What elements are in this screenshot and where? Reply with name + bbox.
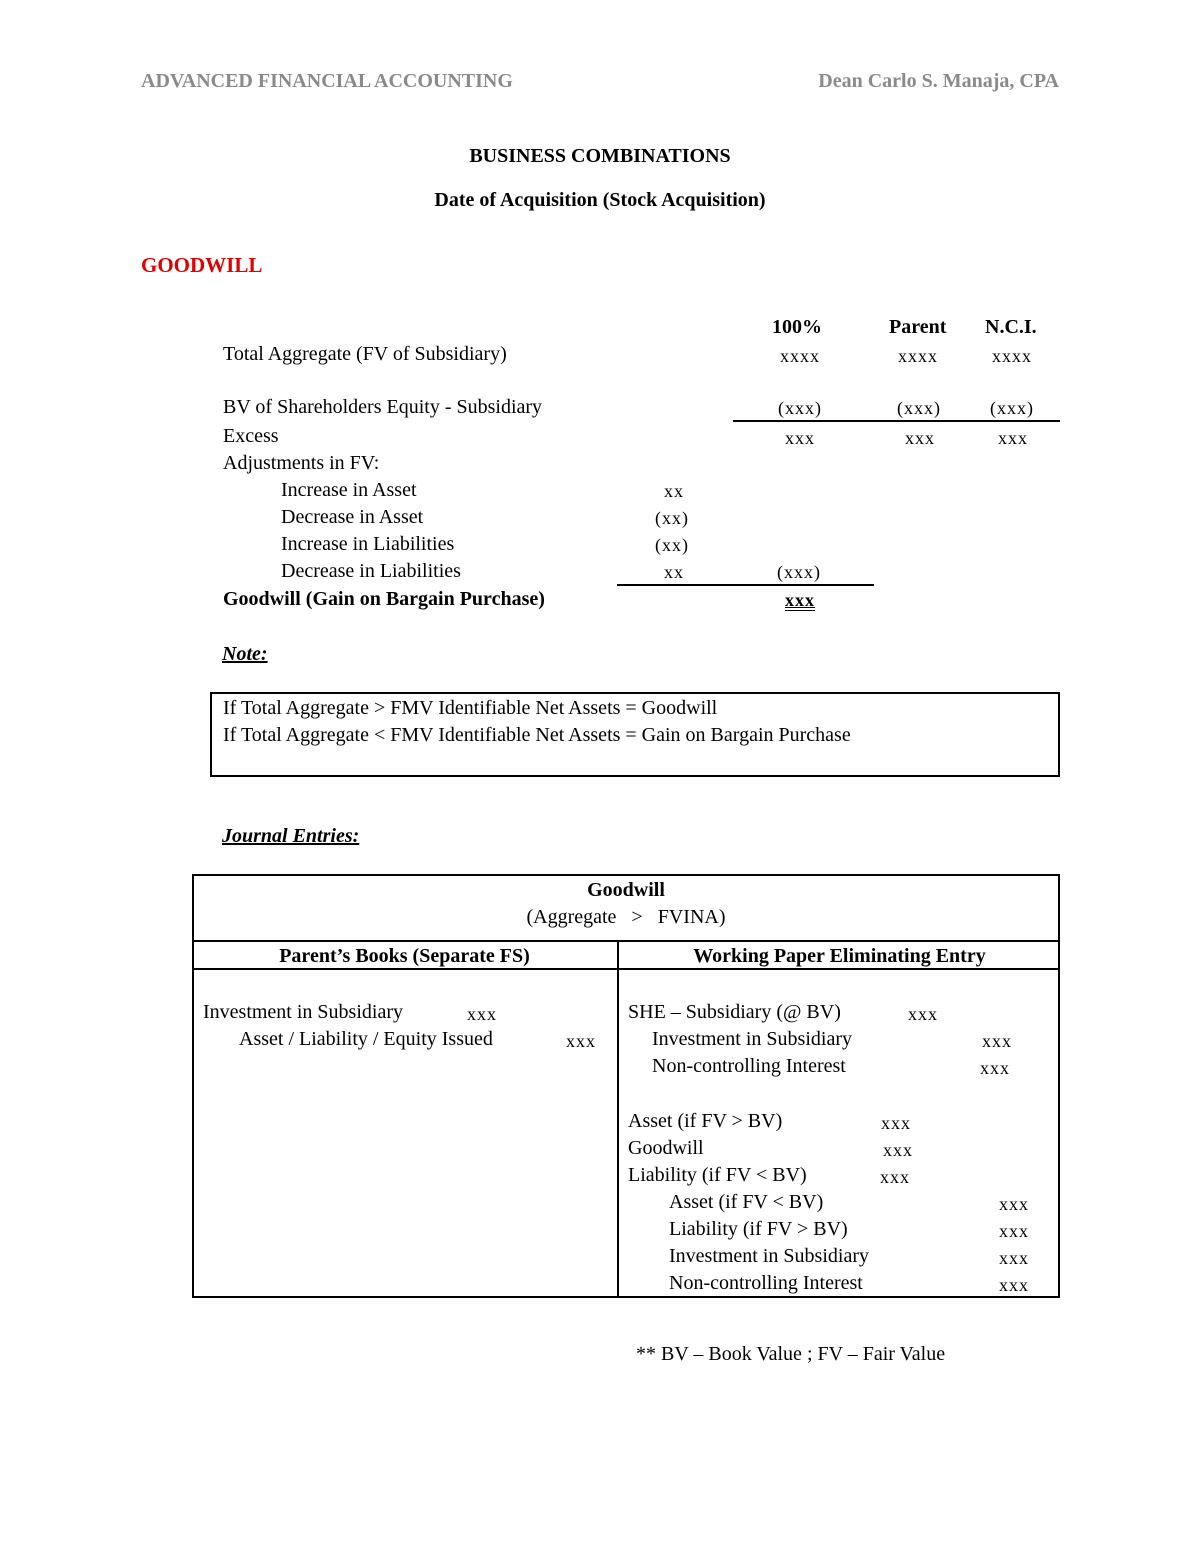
header-course-title: ADVANCED FINANCIAL ACCOUNTING: [141, 70, 513, 92]
journal-table-rule: [192, 940, 1060, 942]
value-goodwill: xxx: [785, 590, 815, 610]
row-label-adjustments: Adjustments in FV:: [223, 452, 380, 474]
entry-amount: xxx: [880, 1167, 910, 1187]
entry-account: Non-controlling Interest: [669, 1272, 863, 1294]
column-header-eliminating-entry: Working Paper Eliminating Entry: [693, 945, 986, 967]
value-excess-nci: xxx: [998, 428, 1028, 448]
adjustment-value: (xx): [655, 535, 689, 555]
journal-table-subtitle: (Aggregate > FVINA): [526, 906, 726, 928]
journal-table: [192, 874, 1060, 1298]
value-total-parent: xxxx: [898, 346, 938, 366]
adjustment-label: Increase in Liabilities: [281, 533, 455, 555]
entry-amount: xxx: [999, 1221, 1029, 1241]
row-label-excess: Excess: [223, 425, 279, 447]
note-line: If Total Aggregate < FMV Identifiable Net Assets = Gain on Bargain Purchase: [223, 724, 851, 746]
note-line: If Total Aggregate > FMV Identifiable Net Assets = Goodwill: [223, 697, 718, 719]
entry-amount: xxx: [999, 1194, 1029, 1214]
journal-table-title: Goodwill: [587, 879, 665, 901]
row-label-goodwill: Goodwill (Gain on Bargain Purchase): [223, 588, 545, 610]
entry-amount: xxx: [883, 1140, 913, 1160]
entry-amount: xxx: [999, 1275, 1029, 1295]
value-bv-nci: (xxx): [990, 398, 1034, 418]
entry-account: Asset (if FV < BV): [669, 1191, 824, 1213]
row-label-bv-she: BV of Shareholders Equity - Subsidiary: [223, 396, 543, 418]
journal-table-rule: [192, 968, 1060, 970]
entry-amount: xxx: [467, 1004, 497, 1024]
column-header-parents-books: Parent’s Books (Separate FS): [279, 945, 530, 967]
value-total-100: xxxx: [780, 346, 820, 366]
entry-account: Liability (if FV > BV): [669, 1218, 848, 1240]
adjustment-value: (xx): [655, 508, 689, 528]
journal-table-divider: [617, 940, 619, 1298]
entry-account: SHE – Subsidiary (@ BV): [628, 1001, 841, 1023]
value-bv-100: (xxx): [778, 398, 822, 418]
entry-account: Investment in Subsidiary: [669, 1245, 869, 1267]
document-subtitle: Date of Acquisition (Stock Acquisition): [434, 189, 766, 211]
value-bv-parent: (xxx): [897, 398, 941, 418]
entry-amount: xxx: [980, 1058, 1010, 1078]
entry-amount: xxx: [566, 1031, 596, 1051]
adjustments-total: (xxx): [777, 562, 821, 582]
journal-entries-label: Journal Entries:: [222, 825, 360, 847]
entry-account: Liability (if FV < BV): [628, 1164, 807, 1186]
value-excess-100: xxx: [785, 428, 815, 448]
adjustment-label: Increase in Asset: [281, 479, 417, 501]
note-label: Note:: [222, 643, 268, 665]
adjustment-value: xx: [664, 481, 684, 501]
column-header-100: 100%: [772, 316, 822, 338]
entry-amount: xxx: [999, 1248, 1029, 1268]
entry-account: Asset (if FV > BV): [628, 1110, 783, 1132]
entry-amount: xxx: [908, 1004, 938, 1024]
value-total-nci: xxxx: [992, 346, 1032, 366]
entry-account: Investment in Subsidiary: [652, 1028, 852, 1050]
value-excess-parent: xxx: [905, 428, 935, 448]
adjustment-label: Decrease in Asset: [281, 506, 424, 528]
column-header-nci: N.C.I.: [985, 316, 1037, 338]
adjustment-value: xx: [664, 562, 684, 582]
adjustment-label: Decrease in Liabilities: [281, 560, 461, 582]
entry-account: Goodwill: [628, 1137, 704, 1159]
column-header-parent: Parent: [889, 316, 947, 338]
entry-amount: xxx: [881, 1113, 911, 1133]
section-heading-goodwill: GOODWILL: [141, 253, 263, 277]
entry-account: Non-controlling Interest: [652, 1055, 846, 1077]
adjustments-rule: [617, 584, 874, 586]
row-label-total-aggregate: Total Aggregate (FV of Subsidiary): [223, 343, 507, 365]
document-title: BUSINESS COMBINATIONS: [469, 145, 731, 167]
entry-account: Investment in Subsidiary: [203, 1001, 403, 1023]
entry-amount: xxx: [982, 1031, 1012, 1051]
header-author: Dean Carlo S. Manaja, CPA: [818, 70, 1059, 92]
subtotal-rule: [733, 420, 1060, 422]
entry-account: Asset / Liability / Equity Issued: [239, 1028, 493, 1050]
footnote: ** BV – Book Value ; FV – Fair Value: [636, 1343, 946, 1365]
